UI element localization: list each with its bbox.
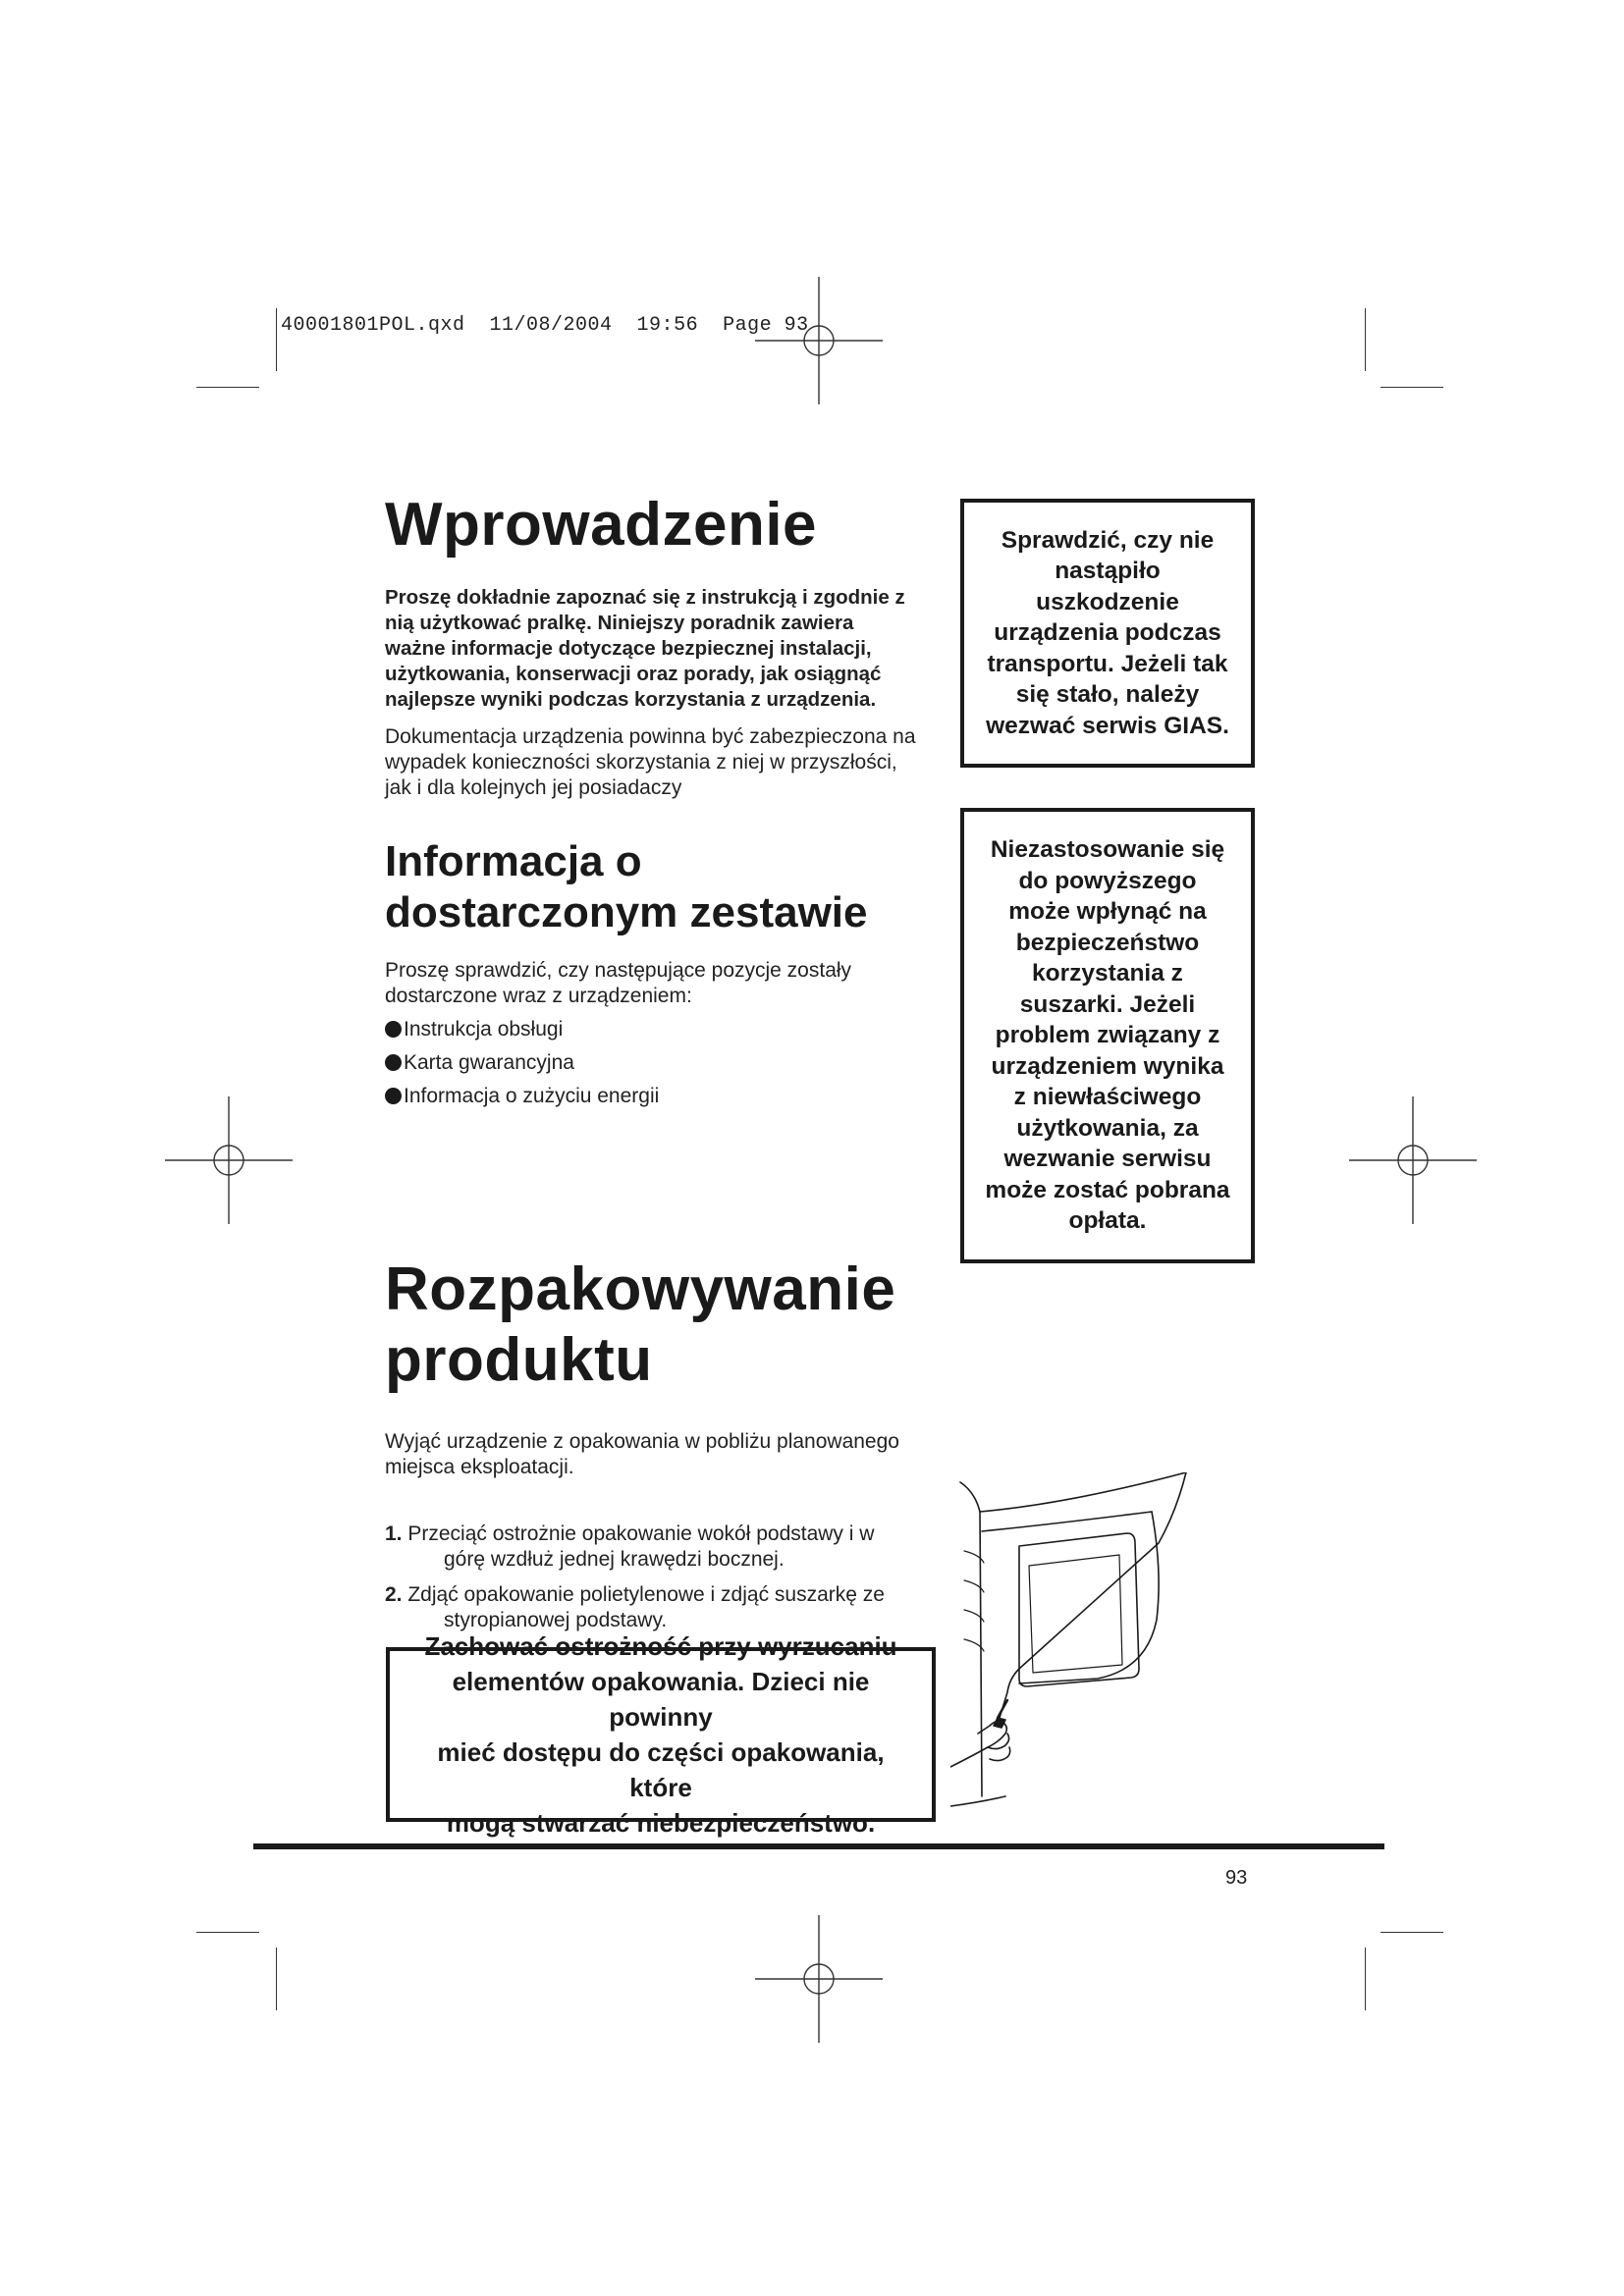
print-slug: 40001801POL.qxd 11/08/2004 19:56 Page 93 <box>281 314 809 337</box>
list-item <box>385 1046 659 1080</box>
step-text-continued: styropianowej podstawy. <box>444 1609 668 1631</box>
unpacking-heading-line: produktu <box>385 1326 653 1394</box>
notice-line: uszkodzenie <box>1036 588 1179 615</box>
delivery-heading <box>385 836 868 938</box>
notice-line: się stało, należy <box>1015 681 1200 709</box>
intro-normal-line: wypadek konieczności skorzystania z niej w przyszłości, <box>385 751 897 774</box>
unpacking-text-line: miejsca eksploatacji. <box>385 1456 574 1478</box>
delivery-text-line: Proszę sprawdzić, czy następujące pozycje zostały <box>385 959 852 982</box>
registration-mark-left <box>165 1096 293 1224</box>
unpacking-illustration <box>950 1472 1235 1826</box>
notice-line: może zostać pobrana <box>985 1176 1230 1203</box>
misuse-fee-notice <box>960 808 1255 1263</box>
list-item-label: Informacja o zużyciu energii <box>404 1085 660 1107</box>
notice-line: mieć dostępu do części opakowania, które <box>437 1737 885 1802</box>
unpacking-steps <box>385 1522 885 1643</box>
notice-line: wezwać serwis GIAS. <box>986 712 1229 739</box>
bullet-icon <box>385 1054 402 1071</box>
footer-rule <box>253 1843 1384 1849</box>
notice-line: elementów opakowania. Dzieci nie powinny <box>452 1667 870 1732</box>
step-item <box>385 1582 885 1633</box>
unpacking-text-line: Wyjąć urządzenie z opakowania w pobliżu planowanego <box>385 1430 899 1453</box>
intro-heading: Wprowadzenie <box>385 491 818 559</box>
notice-line: opłata. <box>1068 1207 1147 1235</box>
notice-line: Sprawdzić, czy nie <box>1001 526 1215 554</box>
intro-bold-line: najlepsze wyniki podczas korzystania z urządzenia. <box>385 688 877 711</box>
notice-line: korzystania z <box>1032 960 1183 988</box>
notice-line: mogą stwarzać niebezpieczeństwo. <box>446 1808 876 1838</box>
crop-mark <box>1365 308 1366 371</box>
transport-damage-notice <box>960 499 1255 768</box>
registration-mark-bottom <box>755 1915 883 2043</box>
crop-mark <box>276 1948 277 2010</box>
crop-mark <box>1380 387 1443 388</box>
intro-bold-line: ważne informacje dotyczące bezpiecznej instalacji, <box>385 637 872 660</box>
notice-line: problem związany z <box>995 1022 1220 1049</box>
bullet-icon <box>385 1088 402 1104</box>
intro-bold-line: Proszę dokładnie zapoznać się z instrukcją i zgodnie z <box>385 586 905 609</box>
notice-line: urządzenia podczas <box>994 619 1221 647</box>
registration-mark-right <box>1349 1096 1477 1224</box>
bullet-icon <box>385 1021 402 1038</box>
notice-line: nastąpiło <box>1055 558 1161 585</box>
intro-normal-line: jak i dla kolejnych jej posiadaczy <box>385 776 682 799</box>
intro-bold-line: użytkowania, konserwacji oraz porady, jak osiągnąć <box>385 663 882 685</box>
unpacking-heading <box>385 1255 895 1396</box>
delivery-items-list <box>385 1013 659 1113</box>
step-text-continued: górę wzdłuż jednej krawędzi bocznej. <box>444 1548 785 1571</box>
packaging-safety-notice <box>386 1631 936 1838</box>
intro-normal-text <box>385 724 916 801</box>
notice-line: urządzeniem wynika <box>991 1052 1224 1080</box>
step-text: Zdjąć opakowanie polietylenowe i zdjąć suszarkę ze <box>407 1583 885 1606</box>
registration-mark-top <box>755 277 883 404</box>
list-item <box>385 1080 659 1113</box>
step-number: 1. <box>385 1522 403 1545</box>
intro-normal-line: Dokumentacja urządzenia powinna być zabezpieczona na <box>385 725 916 748</box>
intro-bold-line: nią użytkować pralkę. Niniejszy poradnik zawiera <box>385 612 854 634</box>
list-item-label: Instrukcja obsługi <box>404 1018 564 1041</box>
notice-line: transportu. Jeżeli tak <box>987 650 1228 677</box>
notice-line: suszarki. Jeżeli <box>1019 990 1196 1018</box>
notice-line: może wpłynąć na <box>1008 898 1207 926</box>
list-item-label: Karta gwarancyjna <box>404 1051 574 1074</box>
page-number: 93 <box>1225 1867 1248 1889</box>
delivery-heading-line: dostarczonym zestawie <box>385 888 868 936</box>
delivery-heading-line: Informacja o <box>385 837 642 885</box>
notice-line: wezwanie serwisu <box>1003 1146 1212 1173</box>
step-number: 2. <box>385 1583 403 1606</box>
intro-bold-text <box>385 585 905 713</box>
notice-line: użytkowania, za <box>1016 1114 1199 1142</box>
crop-mark <box>1365 1948 1366 2010</box>
notice-line: Zachować ostrożność przy wyrzucaniu <box>424 1631 897 1661</box>
crop-mark <box>196 1932 259 1933</box>
crop-mark <box>196 387 259 388</box>
crop-mark <box>276 308 277 371</box>
notice-line: bezpieczeństwo <box>1015 929 1200 956</box>
notice-line: do powyższego <box>1018 867 1197 894</box>
unpacking-text <box>385 1429 899 1480</box>
list-item <box>385 1013 659 1046</box>
crop-mark <box>1380 1932 1443 1933</box>
step-item <box>385 1522 885 1573</box>
step-text: Przeciąć ostrożnie opakowanie wokół podstawy i w <box>407 1522 875 1545</box>
unpacking-heading-line: Rozpakowywanie <box>385 1255 896 1323</box>
delivery-text <box>385 958 851 1009</box>
notice-line: Niezastosowanie się <box>990 836 1225 864</box>
notice-line: z niewłaściwego <box>1013 1084 1202 1111</box>
delivery-text-line: dostarczone wraz z urządzeniem: <box>385 985 692 1007</box>
